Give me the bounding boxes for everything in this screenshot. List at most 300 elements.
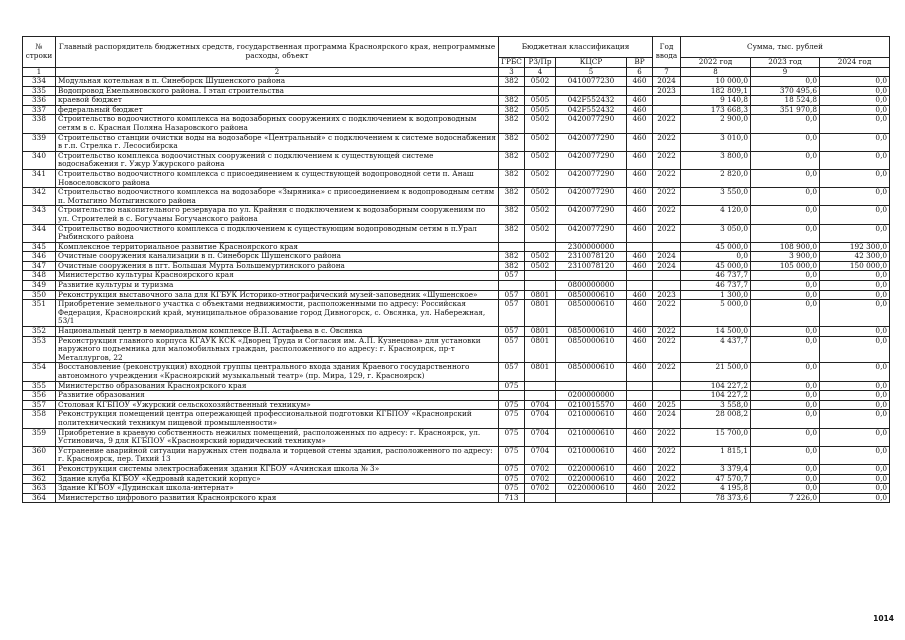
table-row [23,464,890,474]
sum-2022-cell: 45 000,0 [681,242,751,252]
sum-2024-cell: 0,0 [820,105,890,115]
row-number-cell: 364 [23,493,56,503]
kcsr-cell: 0220000610 [556,474,627,484]
year-input-cell: 2022 [653,188,681,206]
grbs-cell: 382 [499,261,525,271]
vr-cell: 460 [627,400,653,410]
rzpr-cell: 0704 [525,446,556,464]
table-row [23,96,890,106]
kcsr-cell: 0420077290 [556,133,627,151]
table-row [23,327,890,337]
year-input-cell: 2022 [653,224,681,242]
grbs-cell: 057 [499,290,525,300]
vr-cell: 460 [627,115,653,133]
row-number-cell: 356 [23,391,56,401]
row-number-cell: 353 [23,336,56,363]
sum-2024-cell: 0,0 [820,493,890,503]
object-name-cell: Здание КГБОУ «Дудинская школа-интернат» [56,484,499,494]
sum-2022-cell: 21 500,0 [681,363,751,381]
rzpr-cell [525,242,556,252]
table-row [23,474,890,484]
sum-2023-cell: 0,0 [751,300,820,327]
kcsr-cell: 0220000610 [556,484,627,494]
grbs-cell: 382 [499,115,525,133]
table-row [23,224,890,242]
row-number-cell: 358 [23,410,56,428]
sum-2024-cell: 0,0 [820,86,890,96]
table-row [23,261,890,271]
table-row [23,493,890,503]
grbs-cell: 057 [499,300,525,327]
table-header [23,37,890,77]
table-row [23,206,890,224]
vr-cell: 460 [627,105,653,115]
vr-cell: 460 [627,336,653,363]
kcsr-cell: 0420077290 [556,151,627,169]
kcsr-cell: 0220000610 [556,464,627,474]
vr-cell [627,271,653,281]
kcsr-cell: 0850000610 [556,327,627,337]
table-row [23,281,890,291]
grbs-cell: 382 [499,151,525,169]
grbs-cell: 382 [499,206,525,224]
grbs-cell: 382 [499,169,525,187]
rzpr-cell: 0505 [525,105,556,115]
sum-2022-cell: 3 010,0 [681,133,751,151]
header-object-name: Главный распорядитель бюджетных средств, государственная программа Красноярского края, непрограммные расходы, объект [56,37,499,68]
column-number [820,68,890,77]
table-row [23,115,890,133]
sum-2022-cell: 3 800,0 [681,151,751,169]
kcsr-cell: 2310078120 [556,261,627,271]
object-name-cell: Очистные сооружения канализации в п. Синеборск Шушенского района [56,252,499,262]
rzpr-cell: 0502 [525,115,556,133]
year-input-cell [653,271,681,281]
object-name-cell: Строительство водоочистного комплекса с присоединением к существующей водопроводной сети п. Анаш Новоселовского района [56,169,499,187]
object-name-cell: федеральный бюджет [56,105,499,115]
kcsr-cell: 0420077290 [556,206,627,224]
rzpr-cell: 0502 [525,206,556,224]
grbs-cell: 713 [499,493,525,503]
vr-cell: 460 [627,474,653,484]
table-row [23,363,890,381]
sum-2022-cell: 173 668,3 [681,105,751,115]
sum-2023-cell: 0,0 [751,188,820,206]
sum-2024-cell: 0,0 [820,484,890,494]
row-number-cell: 337 [23,105,56,115]
year-input-cell: 2023 [653,290,681,300]
grbs-cell: 075 [499,428,525,446]
grbs-cell: 382 [499,224,525,242]
row-number-cell: 354 [23,363,56,381]
kcsr-cell: 042F552432 [556,105,627,115]
grbs-cell [499,86,525,96]
object-name-cell: Здание клуба КГБОУ «Кедровый кадетский корпус» [56,474,499,484]
row-number-cell: 336 [23,96,56,106]
sum-2024-cell: 0,0 [820,115,890,133]
table-row [23,446,890,464]
sum-2024-cell: 0,0 [820,77,890,87]
kcsr-cell [556,493,627,503]
sum-2022-cell: 104 227,2 [681,381,751,391]
rzpr-cell: 0704 [525,428,556,446]
sum-2022-cell: 5 000,0 [681,300,751,327]
row-number-cell: 362 [23,474,56,484]
object-name-cell: Министерство образования Красноярского края [56,381,499,391]
sum-2023-cell: 18 524,8 [751,96,820,106]
header-year-2024: 2024 год [820,58,890,68]
sum-2022-cell: 14 500,0 [681,327,751,337]
grbs-cell: 075 [499,381,525,391]
kcsr-cell: 0210000610 [556,410,627,428]
rzpr-cell [525,271,556,281]
column-number: 9 [751,68,820,77]
sum-2023-cell: 0,0 [751,363,820,381]
rzpr-cell: 0702 [525,464,556,474]
year-input-cell: 2023 [653,86,681,96]
table-row [23,290,890,300]
table-row [23,188,890,206]
sum-2023-cell: 0,0 [751,400,820,410]
sum-2023-cell: 7 226,0 [751,493,820,503]
object-name-cell: Восстановление (реконструкция) входной группы центрального входа здания Краевого государственного автономного учреждения «Красноярский музыкальный театр» (пр. Мира, 129, г. Красноярск) [56,363,499,381]
table-body [23,77,890,503]
sum-2023-cell: 0,0 [751,410,820,428]
header-year-input: Год ввода [653,37,681,68]
sum-2023-cell: 0,0 [751,224,820,242]
table-row [23,391,890,401]
kcsr-cell: 0210000610 [556,446,627,464]
kcsr-cell: 042F552432 [556,96,627,106]
object-name-cell: Комплексное территориальное развитие Красноярского края [56,242,499,252]
header-vr: ВР [627,58,653,68]
kcsr-cell: 0420077290 [556,188,627,206]
table-row [23,428,890,446]
table-row [23,400,890,410]
year-input-cell: 2025 [653,400,681,410]
sum-2024-cell: 0,0 [820,391,890,401]
object-name-cell: Реконструкция главного корпуса КГАУК КСК «Дворец Труда и Согласия им. А.П. Кузнецова» для установки наружного подъемника для маломобильных граждан, расположенного по адресу: г. Красноярск, пр-т Металлургов, 22 [56,336,499,363]
sum-2024-cell: 0,0 [820,224,890,242]
sum-2022-cell: 15 700,0 [681,428,751,446]
year-input-cell: 2022 [653,115,681,133]
year-input-cell [653,96,681,106]
year-input-cell: 2022 [653,169,681,187]
sum-2022-cell: 47 570,7 [681,474,751,484]
sum-2022-cell: 4 120,0 [681,206,751,224]
object-name-cell: Реконструкция помещений центра опережающей профессиональной подготовки КГБПОУ «Красноярский политехнический техникум пищевой промышленности» [56,410,499,428]
rzpr-cell: 0502 [525,261,556,271]
row-number-cell: 338 [23,115,56,133]
year-input-cell: 2024 [653,77,681,87]
column-number: 5 [556,68,627,77]
sum-2023-cell: 0,0 [751,391,820,401]
grbs-cell: 057 [499,271,525,281]
sum-2024-cell: 0,0 [820,271,890,281]
sum-2023-cell: 0,0 [751,290,820,300]
year-input-cell [653,242,681,252]
row-number-cell: 357 [23,400,56,410]
vr-cell: 460 [627,428,653,446]
object-name-cell: Строительство водоочистного комплекса с подключением к существующим водопроводным сетям в п.Урал Рыбинского района [56,224,499,242]
sum-2024-cell: 0,0 [820,133,890,151]
vr-cell: 460 [627,363,653,381]
sum-2022-cell: 4 195,8 [681,484,751,494]
table-row [23,242,890,252]
sum-2024-cell: 0,0 [820,428,890,446]
year-input-cell: 2022 [653,428,681,446]
table-row [23,252,890,262]
grbs-cell: 382 [499,96,525,106]
year-input-cell: 2022 [653,327,681,337]
row-number-cell: 352 [23,327,56,337]
vr-cell: 460 [627,410,653,428]
table-row [23,105,890,115]
sum-2023-cell: 0,0 [751,484,820,494]
object-name-cell: Строительство накопительного резервуара по ул. Крайняя с подключением к водозаборным сооружениям по ул. Строителей в с. Богучаны Богучанского района [56,206,499,224]
sum-2023-cell: 0,0 [751,169,820,187]
rzpr-cell: 0502 [525,133,556,151]
vr-cell: 460 [627,446,653,464]
sum-2024-cell: 0,0 [820,169,890,187]
row-number-cell: 341 [23,169,56,187]
vr-cell [627,281,653,291]
sum-2022-cell: 182 809,1 [681,86,751,96]
year-input-cell: 2024 [653,261,681,271]
sum-2024-cell: 0,0 [820,363,890,381]
kcsr-cell: 0420077290 [556,115,627,133]
rzpr-cell: 0502 [525,151,556,169]
vr-cell: 460 [627,96,653,106]
column-number: 4 [525,68,556,77]
sum-2023-cell: 3 900,0 [751,252,820,262]
object-name-cell: Строительство комплекса водоочистных сооружений с подключением к существующей системе водоснабжения г. Ужур Ужурского района [56,151,499,169]
sum-2023-cell: 370 495,6 [751,86,820,96]
kcsr-cell: 2310078120 [556,252,627,262]
sum-2024-cell: 0,0 [820,336,890,363]
sum-2023-cell: 0,0 [751,336,820,363]
row-number-cell: 346 [23,252,56,262]
row-number-cell: 340 [23,151,56,169]
sum-2024-cell: 0,0 [820,446,890,464]
header-year-2022: 2022 год [681,58,751,68]
sum-2024-cell: 0,0 [820,281,890,291]
sum-2023-cell: 0,0 [751,446,820,464]
rzpr-cell: 0502 [525,188,556,206]
rzpr-cell: 0702 [525,484,556,494]
kcsr-cell: 0850000610 [556,363,627,381]
sum-2023-cell: 0,0 [751,428,820,446]
year-input-cell [653,493,681,503]
year-input-cell: 2022 [653,133,681,151]
vr-cell: 460 [627,169,653,187]
kcsr-cell: 2300000000 [556,242,627,252]
sum-2023-cell: 0,0 [751,464,820,474]
year-input-cell: 2022 [653,206,681,224]
rzpr-cell: 0801 [525,363,556,381]
budget-table-container [22,36,889,503]
vr-cell: 460 [627,290,653,300]
rzpr-cell [525,86,556,96]
sum-2024-cell: 0,0 [820,381,890,391]
rzpr-cell: 0801 [525,300,556,327]
object-name-cell: Очистные сооружения в пгт. Большая Мурта Большемуртинского района [56,261,499,271]
row-number-cell: 335 [23,86,56,96]
object-name-cell: Реконструкция выставочного зала для КГБУК Историко-этнографический музей-заповедник «Шушенское» [56,290,499,300]
vr-cell: 460 [627,77,653,87]
rzpr-cell [525,381,556,391]
sum-2022-cell: 3 050,0 [681,224,751,242]
sum-2024-cell: 0,0 [820,151,890,169]
grbs-cell: 057 [499,327,525,337]
grbs-cell: 057 [499,363,525,381]
kcsr-cell: 0210000610 [556,428,627,446]
rzpr-cell [525,281,556,291]
vr-cell [627,493,653,503]
table-row [23,336,890,363]
rzpr-cell: 0502 [525,169,556,187]
vr-cell: 460 [627,188,653,206]
year-input-cell: 2022 [653,484,681,494]
grbs-cell: 057 [499,336,525,363]
vr-cell: 460 [627,224,653,242]
grbs-cell: 075 [499,464,525,474]
year-input-cell: 2024 [653,410,681,428]
rzpr-cell: 0704 [525,400,556,410]
table-row [23,151,890,169]
row-number-cell: 345 [23,242,56,252]
rzpr-cell: 0704 [525,410,556,428]
sum-2022-cell: 78 373,6 [681,493,751,503]
sum-2022-cell: 9 140,8 [681,96,751,106]
grbs-cell: 382 [499,77,525,87]
row-number-cell: 359 [23,428,56,446]
sum-2022-cell: 45 000,0 [681,261,751,271]
object-name-cell: Развитие культуры и туризма [56,281,499,291]
year-input-cell: 2022 [653,336,681,363]
column-number: 7 [653,68,681,77]
rzpr-cell: 0801 [525,336,556,363]
rzpr-cell: 0502 [525,224,556,242]
header-grbs: ГРБС [499,58,525,68]
kcsr-cell: 0850000610 [556,290,627,300]
sum-2024-cell: 0,0 [820,300,890,327]
sum-2022-cell: 3 558,0 [681,400,751,410]
kcsr-cell: 0210015570 [556,400,627,410]
vr-cell: 460 [627,484,653,494]
column-number: 3 [499,68,525,77]
year-input-cell: 2024 [653,252,681,262]
row-number-cell: 344 [23,224,56,242]
table-row [23,300,890,327]
year-input-cell [653,381,681,391]
vr-cell [627,391,653,401]
sum-2023-cell: 0,0 [751,271,820,281]
rzpr-cell [525,391,556,401]
header-rzpr: Р3/Пр [525,58,556,68]
year-input-cell [653,105,681,115]
column-number: 1 [23,68,56,77]
grbs-cell [499,242,525,252]
row-number-cell: 334 [23,77,56,87]
sum-2022-cell: 2 900,0 [681,115,751,133]
grbs-cell: 075 [499,484,525,494]
sum-2022-cell: 1 300,0 [681,290,751,300]
object-name-cell: Столовая КГБПОУ «Ужурский сельскохозяйственный техникум» [56,400,499,410]
object-name-cell: Модульная котельная в п. Синеборск Шушенского района [56,77,499,87]
sum-2024-cell: 150 000,0 [820,261,890,271]
year-input-cell [653,391,681,401]
rzpr-cell [525,493,556,503]
grbs-cell [499,281,525,291]
sum-2023-cell: 0,0 [751,151,820,169]
sum-2024-cell: 0,0 [820,96,890,106]
rzpr-cell: 0801 [525,327,556,337]
vr-cell: 460 [627,133,653,151]
sum-2022-cell: 4 437,7 [681,336,751,363]
row-number-cell: 363 [23,484,56,494]
kcsr-cell [556,86,627,96]
budget-table [22,36,890,503]
sum-2023-cell: 0,0 [751,381,820,391]
sum-2023-cell: 0,0 [751,115,820,133]
sum-2024-cell: 0,0 [820,327,890,337]
grbs-cell: 075 [499,474,525,484]
object-name-cell: Строительство водоочистного комплекса на водозаборе «Зыряника» с присоединением к водопроводным сетям п. Мотыгино Мотыгинского района [56,188,499,206]
kcsr-cell: 0420077290 [556,169,627,187]
vr-cell: 460 [627,300,653,327]
table-row [23,77,890,87]
kcsr-cell: 0800000000 [556,281,627,291]
object-name-cell: Строительство водоочистного комплекса на водозаборных сооружениях с подключением к водопроводным сетям в с. Красная Поляна Назаровского района [56,115,499,133]
row-number-cell: 347 [23,261,56,271]
row-number-cell: 361 [23,464,56,474]
rzpr-cell: 0801 [525,290,556,300]
object-name-cell: краевой бюджет [56,96,499,106]
object-name-cell: Устранение аварийной ситуации наружных стен подвала и торцевой стены здания, расположенного по адресу: г. Красноярск, пер. Тихий 13 [56,446,499,464]
sum-2023-cell: 108 900,0 [751,242,820,252]
sum-2022-cell: 46 737,7 [681,281,751,291]
object-name-cell: Строительство станции очистки воды на водозаборе «Центральный» с подключением к системе водоснабжения в г.п. Стрелка г. Лесосибирска [56,133,499,151]
sum-2022-cell: 1 815,1 [681,446,751,464]
sum-2022-cell: 0,0 [681,252,751,262]
object-name-cell: Развитие образования [56,391,499,401]
sum-2024-cell: 0,0 [820,188,890,206]
sum-2022-cell: 104 227,2 [681,391,751,401]
kcsr-cell: 0410077230 [556,77,627,87]
sum-2022-cell: 3 550,0 [681,188,751,206]
sum-2023-cell: 0,0 [751,77,820,87]
table-row [23,133,890,151]
vr-cell: 460 [627,464,653,474]
object-name-cell: Реконструкция системы электроснабжения здания КГБОУ «Ачинская школа № 3» [56,464,499,474]
sum-2024-cell: 0,0 [820,290,890,300]
sum-2023-cell: 0,0 [751,474,820,484]
sum-2022-cell: 2 820,0 [681,169,751,187]
row-number-cell: 350 [23,290,56,300]
column-number: 2 [56,68,499,77]
year-input-cell: 2022 [653,464,681,474]
sum-2023-cell: 0,0 [751,206,820,224]
sum-2024-cell: 0,0 [820,400,890,410]
vr-cell: 460 [627,206,653,224]
kcsr-cell [556,271,627,281]
vr-cell [627,381,653,391]
rzpr-cell: 0502 [525,77,556,87]
sum-2024-cell: 192 300,0 [820,242,890,252]
vr-cell: 460 [627,327,653,337]
grbs-cell: 382 [499,188,525,206]
